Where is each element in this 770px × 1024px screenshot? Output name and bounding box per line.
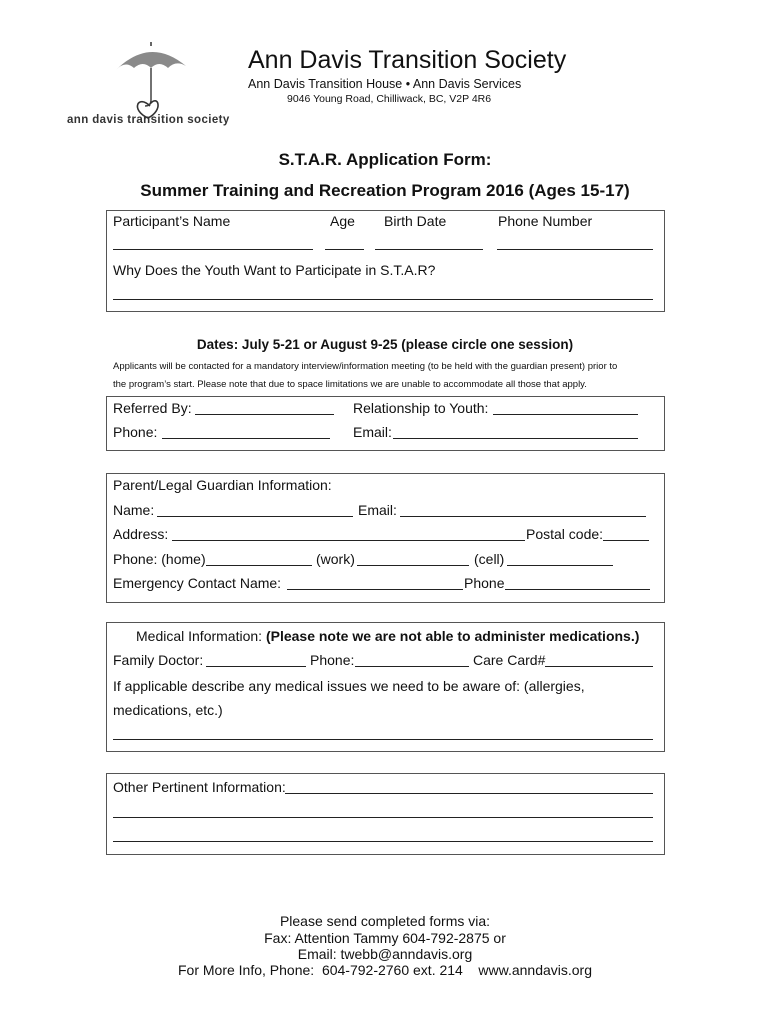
home-phone-field[interactable]: [206, 565, 312, 566]
emergency-contact-field[interactable]: [287, 589, 463, 590]
postal-code-label: Postal code:: [526, 526, 604, 542]
cell-phone-field[interactable]: [507, 565, 613, 566]
birth-date-field[interactable]: [375, 249, 483, 250]
care-card-label: Care Card#: [473, 652, 546, 668]
age-label: Age: [330, 213, 355, 229]
doctor-phone-label: Phone:: [310, 652, 355, 668]
work-phone-label: (work): [316, 551, 355, 567]
organization-subtitle: Ann Davis Transition House • Ann Davis Services: [248, 77, 522, 91]
footer-email: Email: twebb@anndavis.org: [297, 946, 473, 962]
footer-contact-info: For More Info, Phone: 604-792-2760 ext. 214 www.anndavis.org: [177, 962, 593, 978]
other-info-field-2[interactable]: [113, 817, 653, 818]
age-field[interactable]: [325, 249, 364, 250]
birth-date-label: Birth Date: [384, 213, 447, 229]
postal-code-field[interactable]: [603, 540, 649, 541]
participant-name-field[interactable]: [113, 249, 313, 250]
guardian-name-label: Name:: [113, 502, 155, 518]
other-info-field-1[interactable]: [285, 793, 653, 794]
referral-email-label: Email:: [353, 424, 392, 440]
organization-address: 9046 Young Road, Chilliwack, BC, V2P 4R6: [287, 93, 492, 105]
guardian-email-field[interactable]: [400, 516, 646, 517]
form-title: S.T.A.R. Application Form:: [278, 150, 492, 169]
family-doctor-label: Family Doctor:: [113, 652, 204, 668]
referred-by-label: Referred By:: [113, 400, 192, 416]
medical-heading-label: Medical Information:: [136, 628, 263, 644]
medical-heading: [136, 628, 639, 644]
form-subtitle: Summer Training and Recreation Program 2016 (Ages 15-17): [140, 181, 630, 200]
medical-issues-label-line1: If applicable describe any medical issues we need to be aware of: (allergies,: [113, 678, 585, 694]
medical-issues-field[interactable]: [113, 739, 653, 740]
emergency-contact-label: Emergency Contact Name:: [113, 575, 282, 591]
guardian-name-field[interactable]: [157, 516, 353, 517]
session-dates: Dates: July 5-21 or August 9-25 (please circle one session): [196, 337, 574, 352]
relationship-label: Relationship to Youth:: [353, 400, 489, 416]
family-doctor-field[interactable]: [206, 666, 306, 667]
emergency-phone-field[interactable]: [505, 589, 650, 590]
relationship-field[interactable]: [493, 414, 638, 415]
logo-wordmark: ann davis transition society: [67, 114, 230, 126]
interview-note-line1: Applicants will be contacted for a mandatory interview/information meeting (to be held with the guardian present) prior to: [113, 361, 618, 372]
phone-number-field[interactable]: [497, 249, 653, 250]
footer-fax: Fax: Attention Tammy 604-792-2875 or: [264, 930, 506, 946]
organization-title: Ann Davis Transition Society: [248, 46, 567, 74]
care-card-field[interactable]: [545, 666, 653, 667]
interview-note-line2: the program’s start. Please note that due to space limitations we are unable to accommodate all those that apply.: [113, 379, 587, 390]
participant-name-label: Participant’s Name: [113, 213, 231, 229]
medical-issues-label-line2: medications, etc.): [113, 702, 223, 718]
footer-send-instructions: Please send completed forms via:: [279, 913, 491, 929]
other-info-field-3[interactable]: [113, 841, 653, 842]
emergency-phone-label: Phone: [464, 575, 505, 591]
guardian-heading: Parent/Legal Guardian Information:: [113, 477, 332, 493]
why-participate-field[interactable]: [113, 299, 653, 300]
why-participate-label: Why Does the Youth Want to Participate in S.T.A.R?: [113, 262, 436, 278]
doctor-phone-field[interactable]: [355, 666, 469, 667]
cell-phone-label: (cell): [474, 551, 505, 567]
guardian-address-label: Address:: [113, 526, 169, 542]
work-phone-field[interactable]: [357, 565, 469, 566]
referred-by-field[interactable]: [195, 414, 334, 415]
phone-number-label: Phone Number: [498, 213, 593, 229]
other-info-label: Other Pertinent Information:: [113, 779, 286, 795]
referral-phone-label: Phone:: [113, 424, 158, 440]
home-phone-label: Phone: (home): [113, 551, 206, 567]
guardian-email-label: Email:: [358, 502, 397, 518]
guardian-address-field[interactable]: [172, 540, 525, 541]
referral-phone-field[interactable]: [162, 438, 330, 439]
referral-email-field[interactable]: [393, 438, 638, 439]
medication-note: (Please note we are not able to administer medications.): [265, 628, 640, 644]
